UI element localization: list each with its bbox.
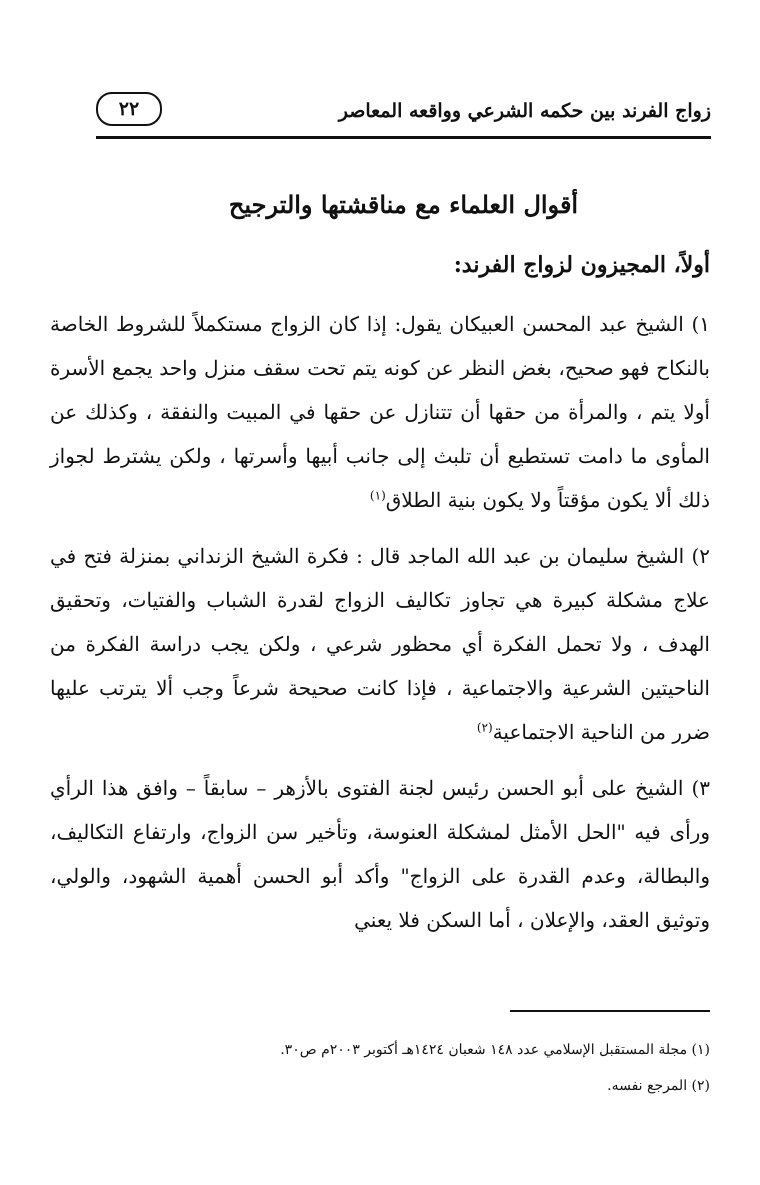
paragraph-text: ١) الشيخ عبد المحسن العبيكان يقول: إذا كان الزواج مستكملاً للشروط الخاصة بالنكاح فهو صحيح، بغض النظر عن كونه يتم تحت سقف منزل واحد يجمع الأسرة أولا يتم ، والمرأة من حقها أن تتنازل عن حقها في المبيت والنفقة ، وكذلك عن المأوى ما دامت تستطيع أن تلبث إلى جانب أبيها وأسرتها ، ولكن يشترط لجواز ذلك ألا يكون مؤقتاً ولا يكون بنية الطلاق [50,312,710,512]
running-title: زواج الفرند بين حكمه الشرعي وواقعه المعاصر [338,100,711,122]
page-header [96,92,711,134]
body-text [50,302,710,954]
page-number: ٢٢ [96,92,162,126]
paragraph-text: ٢) الشيخ سليمان بن عبد الله الماجد قال : فكرة الشيخ الزنداني بمنزلة فتح في علاج مشكلة كبيرة هي تجاوز تكاليف الزواج لقدرة الشباب والفتيات، وتحقيق الهدف ، ولا تحمل الفكرة أي محظور شرعي ، ولكن يجب دراسة الفكرة من الناحيتين الشرعية والاجتماعية ، فإذا كانت صحيحة شرعاً وجب ألا يترتب عليها ضرر من الناحية الاجتماعية [50,544,710,744]
footnote: (١) مجلة المستقبل الإسلامي عدد ١٤٨ شعبان ١٤٢٤هـ أكتوبر ٢٠٠٣م ص٣٠. [280,1042,710,1058]
header-divider [96,136,711,139]
section-title: أقوال العلماء مع مناقشتها والترجيح [228,190,579,219]
paragraph-text: ٣) الشيخ على أبو الحسن رئيس لجنة الفتوى بالأزهر – سابقاً – وافق هذا الرأي ورأى فيه "الحل الأمثل لمشكلة العنوسة، وتأخير سن الزواج، وارتفاع التكاليف، والبطالة، وعدم القدرة على الزواج" وأكد أبو الحسن أهمية الشهود، والولي، وتوثيق العقد، والإعلان ، أما السكن فلا يعني [50,776,710,932]
footnote-marker: (٢) [476,720,493,735]
paragraph [50,302,710,522]
paragraph [50,766,710,942]
footnotes [50,1032,710,1104]
subheading: أولاً، المجيزون لزواج الفرند: [453,252,710,278]
footnote: (٢) المرجع نفسه. [607,1078,710,1094]
paragraph [50,534,710,754]
footnote-divider [510,1010,710,1012]
footnote-marker: (١) [369,488,386,503]
